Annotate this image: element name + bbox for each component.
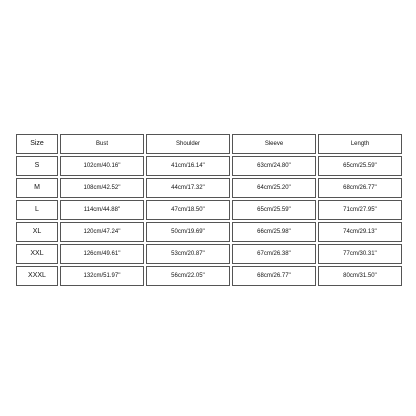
sleeve-cell: 64cm/25.20'' — [232, 178, 316, 198]
sleeve-cell: 67cm/26.38'' — [232, 244, 316, 264]
sleeve-cell: 66cm/25.98'' — [232, 222, 316, 242]
bust-cell: 108cm/42.52'' — [60, 178, 144, 198]
size-cell: S — [16, 156, 58, 176]
table-row — [16, 244, 402, 264]
sleeve-cell: 65cm/25.59'' — [232, 200, 316, 220]
bust-cell: 120cm/47.24'' — [60, 222, 144, 242]
table-row — [16, 222, 402, 242]
bust-cell: 114cm/44.88'' — [60, 200, 144, 220]
shoulder-cell: 53cm/20.87'' — [146, 244, 230, 264]
table-row — [16, 266, 402, 286]
header-length: Length — [318, 134, 402, 154]
length-cell: 80cm/31.50'' — [318, 266, 402, 286]
shoulder-cell: 47cm/18.50'' — [146, 200, 230, 220]
header-size: Size — [16, 134, 58, 154]
bust-cell: 132cm/51.97'' — [60, 266, 144, 286]
size-cell: XXXL — [16, 266, 58, 286]
sleeve-cell: 68cm/26.77'' — [232, 266, 316, 286]
size-cell: XL — [16, 222, 58, 242]
shoulder-cell: 41cm/16.14'' — [146, 156, 230, 176]
header-shoulder: Shoulder — [146, 134, 230, 154]
size-chart-table — [14, 132, 404, 288]
bust-cell: 102cm/40.16'' — [60, 156, 144, 176]
size-cell: XXL — [16, 244, 58, 264]
length-cell: 74cm/29.13'' — [318, 222, 402, 242]
header-sleeve: Sleeve — [232, 134, 316, 154]
sleeve-cell: 63cm/24.80'' — [232, 156, 316, 176]
shoulder-cell: 50cm/19.69'' — [146, 222, 230, 242]
table-row — [16, 200, 402, 220]
bust-cell: 126cm/49.61'' — [60, 244, 144, 264]
shoulder-cell: 56cm/22.05'' — [146, 266, 230, 286]
size-cell: L — [16, 200, 58, 220]
length-cell: 71cm/27.95'' — [318, 200, 402, 220]
header-bust: Bust — [60, 134, 144, 154]
table-row — [16, 156, 402, 176]
length-cell: 65cm/25.59'' — [318, 156, 402, 176]
shoulder-cell: 44cm/17.32'' — [146, 178, 230, 198]
table-header-row — [16, 134, 402, 154]
length-cell: 77cm/30.31'' — [318, 244, 402, 264]
length-cell: 68cm/26.77'' — [318, 178, 402, 198]
table-row — [16, 178, 402, 198]
size-cell: M — [16, 178, 58, 198]
